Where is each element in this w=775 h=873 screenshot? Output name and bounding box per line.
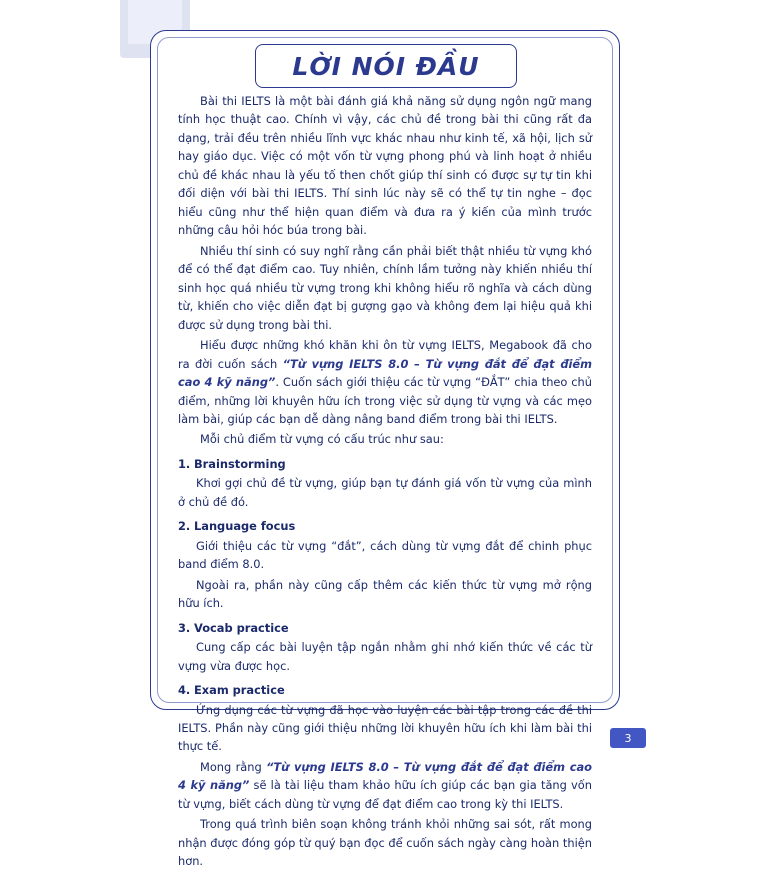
paragraph-3-before: Hiểu được những khó khăn khi ôn từ vựng IELTS, Megabook đã cho ra đời cuốn sách <box>178 338 592 371</box>
section-heading-1 <box>178 455 592 473</box>
section-body-1: Khơi gợi chủ đề từ vựng, giúp bạn tự đánh giá vốn từ vựng của mình ở chủ đề đó. <box>178 476 592 509</box>
section-number-2: 2. <box>178 519 191 534</box>
list-item <box>178 517 592 612</box>
paragraph-hope-after: sẽ là tài liệu tham khảo hữu ích giúp các bạn gia tăng vốn từ vựng, biết cách dùng từ vựng để đạt điểm cao trong kỳ thi IELTS. <box>178 778 592 811</box>
page-title-badge <box>255 44 517 88</box>
section-number-4: 4. <box>178 683 191 698</box>
list-item <box>178 455 592 511</box>
page-number-badge <box>610 728 646 748</box>
paragraph-last: Trong quá trình biên soạn không tránh khỏi những sai sót, rất mong nhận được đóng góp từ quý bạn đọc để cuốn sách ngày càng hoàn thiện hơn. <box>178 817 592 869</box>
section-title-1: Brainstorming <box>194 456 286 471</box>
list-item <box>178 681 592 756</box>
section-heading-2 <box>178 517 592 535</box>
section-number-3: 3. <box>178 620 191 635</box>
section-body-3: Cung cấp các bài luyện tập ngắn nhằm ghi nhớ kiến thức về các từ vựng vừa được học. <box>178 640 592 673</box>
section-title-2: Language focus <box>194 519 296 534</box>
section-heading-3 <box>178 619 592 637</box>
list-item <box>178 619 592 675</box>
section-body-2b: Ngoài ra, phần này cũng cấp thêm các kiến thức từ vựng mở rộng hữu ích. <box>178 577 592 611</box>
section-body-4: Ứng dụng các từ vựng đã học vào luyện các bài tập trong các đề thi IELTS. Phần này cũng giới thiệu những lời khuyên hữu ích khi làm bài thi thực tế. <box>178 702 592 754</box>
paragraph-3-after: . Cuốn sách giới thiệu các từ vựng “ĐẮT” chia theo chủ điểm, những lời khuyên hữu ích trong việc sử dụng từ vựng và các mẹo làm bài, giúp các bạn dễ dàng nâng band điểm trong bài thi IELTS. <box>178 375 592 426</box>
section-number-1: 1. <box>178 456 191 471</box>
section-body-2: Giới thiệu các từ vựng “đắt”, cách dùng từ vựng đắt để chinh phục band điểm 8.0. <box>178 538 592 572</box>
document-body <box>178 92 592 873</box>
page-number-value: 3 <box>624 731 632 745</box>
book-title-highlight: “Từ vựng IELTS 8.0 – Từ vựng đắt để đạt điểm cao 4 kỹ năng” <box>178 356 593 390</box>
section-list <box>178 455 592 756</box>
paragraph-1: Bài thi IELTS là một bài đánh giá khả năng sử dụng ngôn ngữ mang tính học thuật cao. Chính vì vậy, các chủ đề trong bài thi cũng rất đa dạng, trải đều trên nhiều lĩnh vực khác nhau như kinh tế, xã hội, lịch sử hay giáo dục. Việc có một vốn từ vựng phong phú và linh hoạt ở nhiều chủ đề khác nhau là yếu tố then chốt giúp thí sinh có được sự tự tin khi đối diện với bài thi IELTS. Thí sinh lúc này sẽ có thể tự tin nghe – đọc hiểu cũng như thể hiện quan điểm và đưa ra ý kiến của mình trước những câu hỏi hóc búa trong bài. <box>178 94 592 238</box>
page-title: LỜI NÓI ĐẦU <box>292 51 480 81</box>
paragraph-3 <box>178 336 592 428</box>
section-title-4: Exam practice <box>194 683 285 698</box>
book-title-highlight-2: “Từ vựng IELTS 8.0 – Từ vựng đắt để đạt điểm cao 4 kỹ năng” <box>178 759 592 793</box>
section-title-3: Vocab practice <box>194 620 289 635</box>
section-heading-4 <box>178 681 592 699</box>
paragraph-hope-before: Mong rằng <box>200 759 267 774</box>
paragraph-2: Nhiều thí sinh có suy nghĩ rằng cần phải biết thật nhiều từ vựng khó để có thể đạt điểm cao. Tuy nhiên, chính lầm tưởng này khiến nhiều thí sinh học quá nhiều từ vựng trong khi không hiểu rõ nghĩa và cách dùng từ, khiến cho việc diễn đạt bị gượng gạo và không đem lại hiệu quả khi được sử dụng trong bài thi. <box>178 243 592 332</box>
structure-intro: Mỗi chủ điểm từ vựng có cấu trúc như sau: <box>200 432 444 447</box>
paragraph-hope <box>178 758 592 813</box>
